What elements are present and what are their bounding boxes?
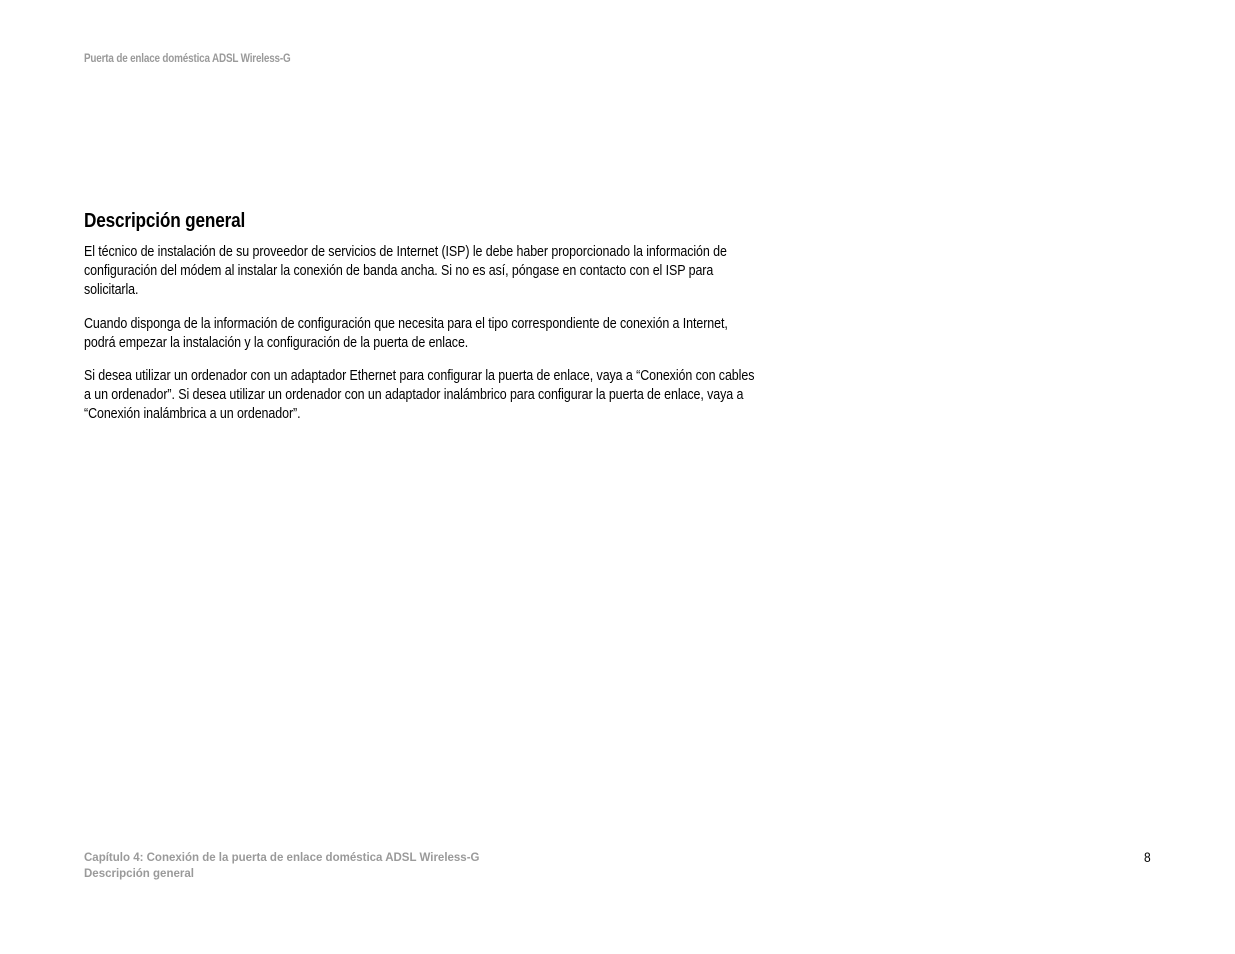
footer-chapter: Capítulo 4: Conexión de la puerta de enlace doméstica ADSL Wireless-G (84, 852, 480, 864)
running-header: Puerta de enlace doméstica ADSL Wireless-G (84, 53, 291, 65)
footer (84, 850, 479, 882)
page-number: 8 (1144, 849, 1151, 865)
footer-section: Descripción general (84, 868, 194, 880)
paragraph-1: El técnico de instalación de su proveedor de servicios de Internet (ISP) le debe haber proporcionado la información de configuración del módem al instalar la conexión de banda ancha. Si no es así, póngase en contacto con el ISP para solicitarla. (84, 244, 727, 299)
paragraph-2: Cuando disponga de la información de configuración que necesita para el tipo correspondiente de conexión a Internet, podrá empezar la instalación y la configuración de la puerta de enlace. (84, 315, 728, 351)
paragraph-3: Si desea utilizar un ordenador con un adaptador Ethernet para configurar la puerta de enlace, vaya a “Conexión con cables a un ordenador”. Si desea utilizar un ordenador con un adaptador inalámbrico para configurar la puerta de enlace, vaya a “Conexión inalámbrica a un ordenador”. (84, 368, 755, 423)
section-title: Descripción general (84, 210, 246, 232)
main-content (84, 208, 755, 439)
